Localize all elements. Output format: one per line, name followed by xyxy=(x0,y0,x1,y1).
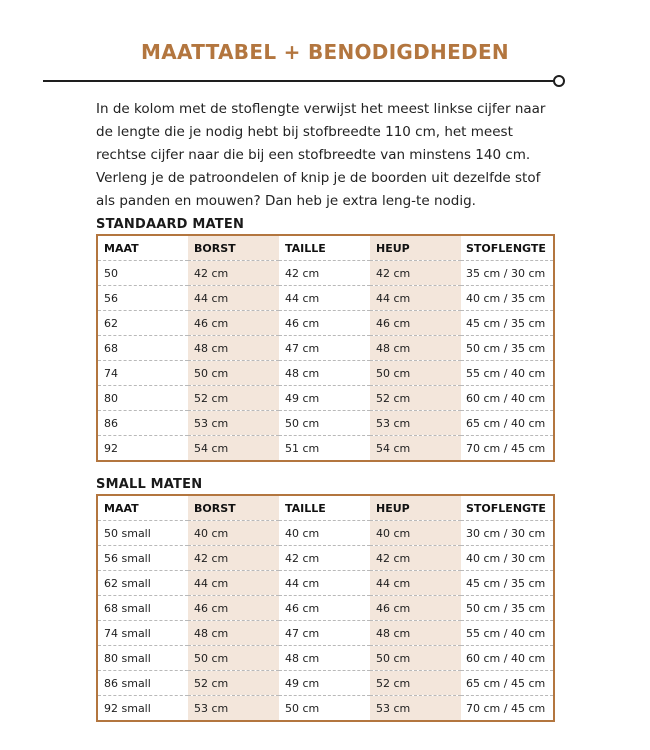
cell-stoflengte: 60 cm / 40 cm xyxy=(461,646,554,671)
column-header-taille: TAILLE xyxy=(279,235,370,261)
cell-taille: 50 cm xyxy=(285,701,320,715)
table-row xyxy=(97,546,554,571)
cell-heup: 40 cm xyxy=(370,521,461,546)
table-row xyxy=(97,311,554,336)
cell-stoflengte: 70 cm / 45 cm xyxy=(466,701,546,715)
cell-stoflengte: 60 cm / 40 cm xyxy=(461,386,554,411)
cell-borst: 50 cm xyxy=(188,361,279,386)
cell-maat: 74 small xyxy=(97,621,188,646)
cell-heup: 44 cm xyxy=(370,286,461,311)
cell-heup: 44 cm xyxy=(370,571,461,596)
intro-paragraph: In de kolom met de stoflengte verwijst het meest linkse cijfer naar de lengte die je nodig hebt bij stofbreedte 110 cm, het meest rechtse cijfer naar die bij een stofbreedte van minstens 140 cm. Verleng je de patroondelen of knip je de boorden uit dezelfde stof als panden en mouwen? Dan heb je extra leng-te nodig. xyxy=(96,101,546,209)
cell-taille: 48 cm xyxy=(279,361,370,386)
cell-stoflengte: 65 cm / 40 cm xyxy=(461,411,554,436)
cell-taille: 49 cm xyxy=(279,671,370,696)
table-row xyxy=(97,336,554,361)
table-row xyxy=(97,596,554,621)
cell-taille: 44 cm xyxy=(279,286,370,311)
cell-heup: 52 cm xyxy=(370,671,461,696)
column-header-stoflengte: STOFLENGTE xyxy=(461,235,554,261)
cell-borst: 53 cm xyxy=(188,411,279,436)
table-row xyxy=(97,261,554,286)
cell-maat: 80 xyxy=(97,386,188,411)
table-row xyxy=(97,696,554,722)
column-header-borst: BORST xyxy=(188,495,279,521)
cell-taille: 44 cm xyxy=(279,571,370,596)
cell-maat: 74 xyxy=(97,361,188,386)
cell-stoflengte: 50 cm / 35 cm xyxy=(461,336,554,361)
column-header-borst: BORST xyxy=(188,235,279,261)
cell-maat: 68 xyxy=(97,336,188,361)
cell-stoflengte: 40 cm / 30 cm xyxy=(461,546,554,571)
table-row xyxy=(97,521,554,546)
cell-stoflengte: 35 cm / 30 cm xyxy=(461,261,554,286)
cell-heup: 50 cm xyxy=(370,646,461,671)
size-table-small xyxy=(96,494,555,722)
table-row xyxy=(97,671,554,696)
cell-taille: 47 cm xyxy=(279,621,370,646)
cell-borst: 46 cm xyxy=(188,311,279,336)
cell-heup: 46 cm xyxy=(370,311,461,336)
cell-maat: 86 small xyxy=(97,671,188,696)
cell-borst: 50 cm xyxy=(188,646,279,671)
table-header-row xyxy=(97,495,554,521)
cell-taille: 47 cm xyxy=(279,336,370,361)
section-title-standard: STANDAARD MATEN xyxy=(96,217,245,232)
cell-borst: 54 cm xyxy=(188,436,279,462)
title-divider xyxy=(43,75,565,87)
cell-heup: 42 cm xyxy=(370,261,461,286)
cell-maat: 50 small xyxy=(97,521,188,546)
column-header-stoflengte: STOFLENGTE xyxy=(461,495,554,521)
cell-borst: 46 cm xyxy=(188,596,279,621)
cell-stoflengte: 45 cm / 35 cm xyxy=(461,311,554,336)
cell-taille: 49 cm xyxy=(279,386,370,411)
cell-borst: 44 cm xyxy=(188,571,279,596)
cell-borst: 42 cm xyxy=(188,546,279,571)
cell-borst: 42 cm xyxy=(188,261,279,286)
table-row xyxy=(97,436,554,462)
cell-maat: 62 xyxy=(97,311,188,336)
page-title: MAATTABEL + BENODIGDHEDEN xyxy=(141,40,509,64)
cell-maat: 62 small xyxy=(97,571,188,596)
cell-maat: 92 xyxy=(104,441,118,455)
cell-heup: 53 cm xyxy=(370,696,461,722)
cell-borst: 52 cm xyxy=(188,671,279,696)
cell-taille: 48 cm xyxy=(279,646,370,671)
column-header-heup: HEUP xyxy=(370,235,461,261)
cell-maat: 56 xyxy=(97,286,188,311)
cell-heup: 46 cm xyxy=(370,596,461,621)
column-header-taille: TAILLE xyxy=(279,495,370,521)
cell-maat: 68 small xyxy=(97,596,188,621)
cell-borst: 44 cm xyxy=(188,286,279,311)
cell-maat: 56 small xyxy=(97,546,188,571)
cell-heup: 48 cm xyxy=(370,621,461,646)
table-row xyxy=(97,411,554,436)
cell-heup: 52 cm xyxy=(370,386,461,411)
cell-stoflengte: 45 cm / 35 cm xyxy=(461,571,554,596)
divider-line xyxy=(43,80,559,82)
cell-borst: 48 cm xyxy=(188,336,279,361)
cell-stoflengte: 40 cm / 35 cm xyxy=(461,286,554,311)
table-row xyxy=(97,571,554,596)
table-header-row xyxy=(97,235,554,261)
cell-maat: 92 small xyxy=(104,701,151,715)
table-row xyxy=(97,621,554,646)
cell-taille: 46 cm xyxy=(279,596,370,621)
column-header-maat: MAAT xyxy=(97,495,188,521)
cell-borst: 48 cm xyxy=(188,621,279,646)
cell-taille: 51 cm xyxy=(285,441,320,455)
table-row xyxy=(97,286,554,311)
cell-taille: 50 cm xyxy=(279,411,370,436)
cell-stoflengte: 55 cm / 40 cm xyxy=(461,621,554,646)
cell-stoflengte: 70 cm / 45 cm xyxy=(466,441,546,455)
column-header-maat: MAAT xyxy=(97,235,188,261)
cell-maat: 80 small xyxy=(97,646,188,671)
cell-stoflengte: 65 cm / 45 cm xyxy=(461,671,554,696)
cell-maat: 86 xyxy=(97,411,188,436)
size-table-standard xyxy=(96,234,555,462)
cell-taille: 46 cm xyxy=(279,311,370,336)
table-row xyxy=(97,386,554,411)
cell-stoflengte: 55 cm / 40 cm xyxy=(461,361,554,386)
cell-heup: 54 cm xyxy=(370,436,461,462)
cell-borst: 52 cm xyxy=(188,386,279,411)
cell-maat: 50 xyxy=(97,261,188,286)
cell-heup: 50 cm xyxy=(370,361,461,386)
cell-heup: 53 cm xyxy=(370,411,461,436)
column-header-heup: HEUP xyxy=(370,495,461,521)
table-row xyxy=(97,646,554,671)
cell-stoflengte: 50 cm / 35 cm xyxy=(461,596,554,621)
divider-end-circle-icon xyxy=(553,75,565,87)
cell-taille: 40 cm xyxy=(279,521,370,546)
cell-heup: 42 cm xyxy=(370,546,461,571)
cell-borst: 53 cm xyxy=(188,696,279,722)
cell-heup: 48 cm xyxy=(370,336,461,361)
table-row xyxy=(97,361,554,386)
cell-stoflengte: 30 cm / 30 cm xyxy=(461,521,554,546)
cell-taille: 42 cm xyxy=(279,546,370,571)
cell-taille: 42 cm xyxy=(279,261,370,286)
section-title-small: SMALL MATEN xyxy=(96,477,203,492)
cell-borst: 40 cm xyxy=(188,521,279,546)
